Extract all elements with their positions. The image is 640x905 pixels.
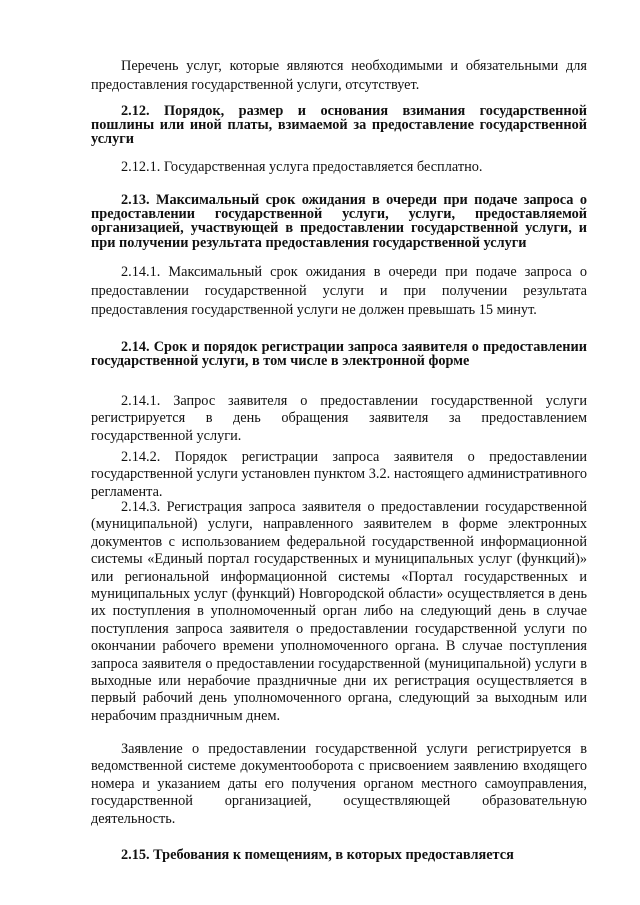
heading-2-12: 2.12. Порядок, размер и основания взимания государственной пошлины или иной платы, взимаемой за предоставление государственной услуги	[91, 103, 587, 148]
paragraph-2-12-1: 2.12.1. Государственная услуга предоставляется бесплатно.	[121, 159, 483, 175]
paragraph-2-14-2: 2.14.2. Порядок регистрации запроса заявителя о предоставлении государственной услуги установлен пунктом 3.2. настоящего административного регламента.	[91, 449, 587, 500]
paragraph-services-list: Перечень услуг, которые являются необходимыми и обязательными для предоставления государственной услуги, отсутствует.	[91, 58, 587, 94]
heading-2-13: 2.13. Максимальный срок ожидания в очереди при подаче запроса о предоставлении государственной услуги, услуги, предоставляемой организацией, участвующей в предоставлении государственной услуги, и при получении результата предоставления государственной услуги	[91, 192, 587, 251]
heading-2-15: 2.15. Требования к помещениям, в которых предоставляется	[121, 847, 514, 863]
paragraph-2-14-3: 2.14.3. Регистрация запроса заявителя о предоставлении государственной (муниципальной) услуги, направленного заявителем в форме электронных документов с использованием федеральной государственной информационной системы «Единый портал государственных и муниципальных услуг (функций)» или региональной информационной системы «Портал государственных и муниципальных услуг (функций) Новгородской области» осуществляется в день их поступления в уполномоченный орган либо на следующий день в случае поступления запроса заявителя о предоставлении государственной услуги по окончании рабочего времени уполномоченного органа. В случае поступления запроса заявителя о предоставлении государственной (муниципальной) услуги в выходные или нерабочие праздничные дни их регистрация осуществляется в первый рабочий день уполномоченного органа, следующий за выходным или нерабочим праздничным днем.	[91, 499, 587, 724]
heading-2-14: 2.14. Срок и порядок регистрации запроса заявителя о предоставлении государственной услуги, в том числе в электронной форме	[91, 339, 587, 370]
paragraph-2-14-1: 2.14.1. Запрос заявителя о предоставлении государственной услуги регистрируется в день обращения заявителя за предоставлением государственной услуги.	[91, 393, 587, 444]
paragraph-2-14-1-waiting: 2.14.1. Максимальный срок ожидания в очереди при подаче запроса о предоставлении государственной услуги и при получении результата предоставления государственной услуги не должен превышать 15 минут.	[91, 264, 587, 319]
paragraph-statement-registration: Заявление о предоставлении государственной услуги регистрируется в ведомственной системе документооборота с присвоением заявлению входящего номера и указанием даты его получения органом местного самоуправления, государственной организацией, осуществляющей образовательную деятельность.	[91, 741, 587, 827]
